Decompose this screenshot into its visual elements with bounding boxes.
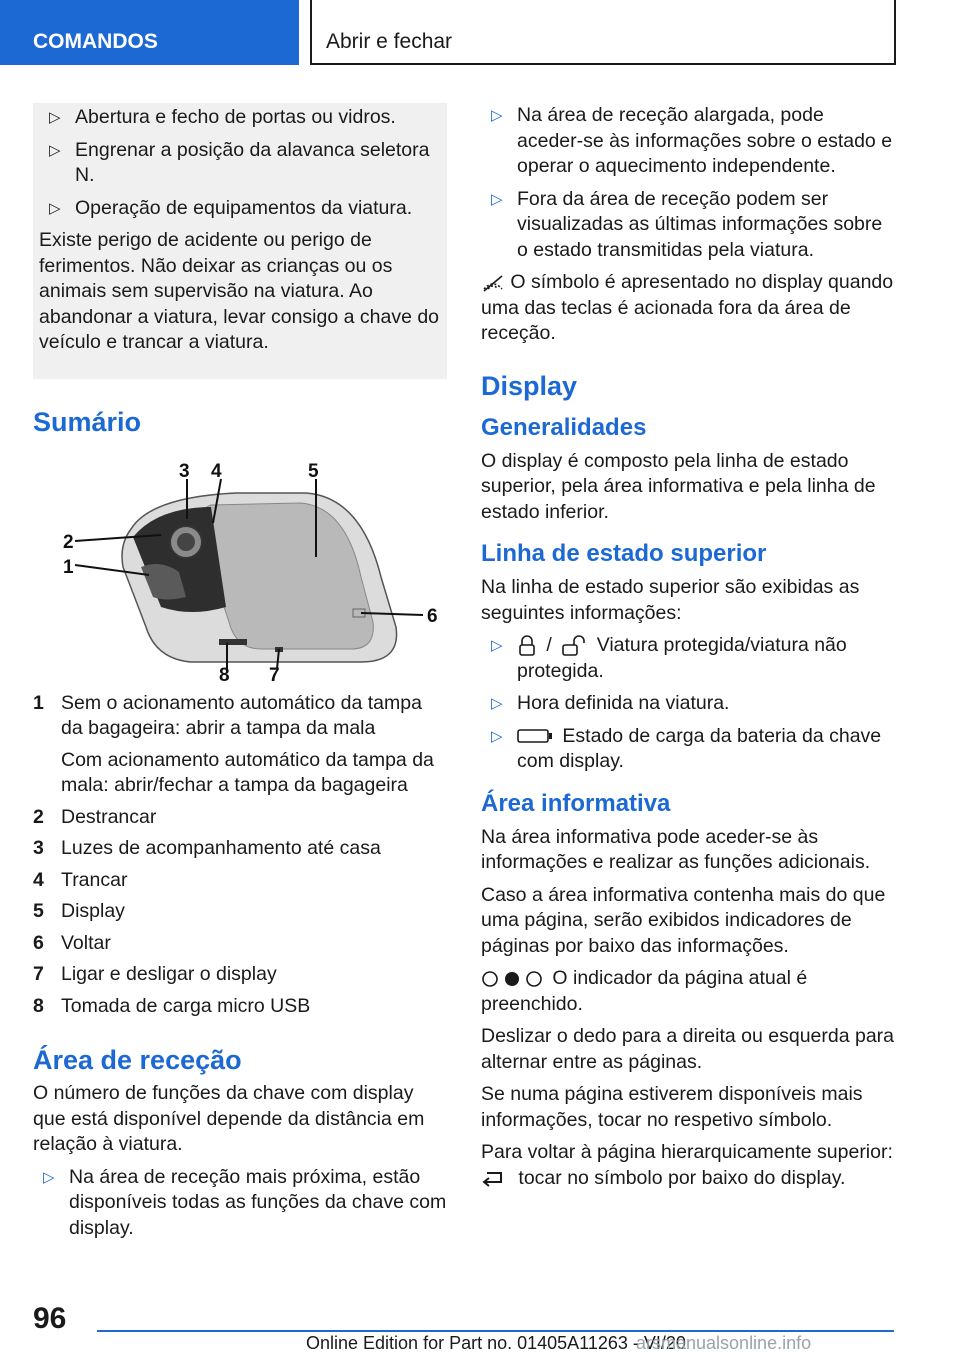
summary-legend (33, 691, 447, 1020)
figure-label: 8 (219, 664, 230, 683)
back-arrow-icon (481, 1168, 507, 1188)
battery-icon (517, 727, 553, 745)
display-heading: Display (481, 370, 578, 401)
legend-row (33, 836, 447, 862)
triangle-bullet-icon: ▷ (491, 190, 503, 208)
info-text-1: Na área informativa pode aceder-se às informações e realizar as funções adicionais. (481, 825, 871, 873)
legend-row (33, 868, 447, 894)
indicator-note-text: O indicador da página atual é preenchido. (481, 967, 808, 1015)
legend-row (33, 899, 447, 925)
status-bullet (481, 633, 895, 684)
back-text: tocar no símbolo por baixo do display. (518, 1166, 846, 1189)
warning-bullet (39, 138, 441, 189)
right-column (481, 103, 895, 1198)
triangle-bullet-icon: ▷ (43, 1168, 55, 1186)
info-area-heading: Área informativa (481, 789, 671, 817)
triangle-bullet-icon: ▷ (491, 637, 503, 654)
reception-bullet (33, 1165, 447, 1242)
warning-bullet-text: Engrenar a posição da alavanca seletora N. (75, 138, 430, 186)
figure-label: 3 (179, 460, 190, 482)
reception-heading: Área de receção (33, 1045, 242, 1075)
section-title: COMANDOS (33, 30, 158, 53)
header-right-border (894, 0, 896, 65)
status-bullet (481, 724, 895, 775)
status-bullet-text: Viatura protegida/viatura não protegida. (517, 634, 847, 682)
footer-edition: Online Edition for Part no. 01405A11263 - VI/20 (306, 1333, 686, 1353)
reception-bullet-text: Na área de receção alargada, pode aceder-se às informações sobre o estado e operar o aquecimento independente. (517, 104, 893, 177)
page-number: 96 (33, 1302, 67, 1335)
legend-text: Tomada de carga micro USB (61, 994, 311, 1017)
legend-text: Destrancar (61, 805, 157, 828)
summary-heading: Sumário (33, 406, 142, 437)
legend-row (33, 691, 447, 799)
footer-watermark: arsmanualsonline.info (636, 1333, 812, 1353)
no-signal-icon (481, 273, 505, 293)
legend-number: 5 (33, 900, 44, 922)
swipe-text: Deslizar o dedo para a direita ou esquerda para alternar entre as páginas. (481, 1025, 895, 1073)
display-key-figure (61, 457, 441, 683)
reception-bullet-text: Fora da área de receção podem ser visualizadas as últimas informações sobre o estado transmitidas pela viatura. (517, 187, 883, 261)
info-text-2: Caso a área informativa contenha mais do que uma página, serão exibidos indicadores de páginas por baixo das informações. (481, 883, 886, 957)
page-indicator-icon (481, 969, 543, 989)
legend-row (33, 962, 447, 988)
figure-label: 7 (269, 664, 280, 683)
legend-number: 4 (33, 868, 44, 891)
legend-number: 7 (33, 963, 44, 985)
warning-text: Existe perigo de acidente ou perigo de ferimentos. Não deixar as crianças ou os animais sem supervisão na viatura. Ao abandonar a viatura, levar consigo a chave do veículo e trancar a viatura. (39, 229, 440, 353)
lock-open-icon (561, 635, 587, 657)
symbol-note-text: O símbolo é apresentado no display quando uma das teclas é acionada fora da área de receção. (481, 271, 894, 344)
reception-bullet (481, 187, 895, 264)
back-note (481, 1166, 895, 1192)
legend-extra-text: Com acionamento automático da tampa da mala: abrir/fechar a tampa da bagageira (61, 748, 434, 796)
out-of-range-note (481, 270, 895, 347)
legend-text: Display (61, 900, 125, 922)
back-text-intro: Para voltar à página hierarquicamente superior: (481, 1141, 893, 1163)
legend-row (33, 931, 447, 957)
triangle-bullet-icon: ▷ (49, 109, 61, 126)
legend-text: Luzes de acompanhamento até casa (61, 837, 381, 859)
section-tab (0, 0, 299, 65)
header-rule (310, 63, 896, 65)
triangle-bullet-icon: ▷ (49, 199, 61, 217)
reception-bullet-text: Na área de receção mais próxima, estão disponíveis todas as funções da chave com display. (69, 1165, 447, 1239)
lock-separator: / (546, 634, 552, 656)
status-bullet-text: Estado de carga da bateria da chave com display. (517, 724, 882, 772)
page-indicator-note (481, 966, 895, 1017)
warning-bullet-text: Operação de equipamentos da viatura. (75, 196, 413, 219)
figure-label: 6 (427, 605, 438, 627)
figure-label: 4 (211, 460, 222, 482)
reception-intro: O número de funções da chave com display que está disponível depende da distância em relação à viatura. (33, 1082, 425, 1155)
reception-bullet (481, 103, 895, 180)
legend-text: Voltar (61, 931, 111, 954)
figure-label: 1 (63, 556, 74, 578)
triangle-bullet-icon: ▷ (491, 727, 503, 745)
triangle-bullet-icon: ▷ (491, 695, 503, 712)
legend-number: 3 (33, 837, 44, 859)
triangle-bullet-icon: ▷ (49, 141, 61, 159)
legend-text: Ligar e desligar o display (61, 963, 277, 985)
footer-rule (97, 1330, 894, 1332)
display-key-illustration (61, 457, 441, 683)
chapter-title: Abrir e fechar (326, 30, 453, 53)
legend-text: Sem o acionamento automático da tampa da bagageira: abrir a tampa da mala (61, 691, 422, 739)
legend-number: 1 (33, 691, 44, 714)
legend-number: 6 (33, 931, 44, 954)
general-text: O display é composto pela linha de estado superior, pela área informativa e pela linha de estado inferior. (481, 449, 876, 523)
legend-number: 8 (33, 994, 44, 1017)
legend-number: 2 (33, 805, 44, 828)
legend-text: Trancar (61, 868, 128, 891)
warning-box (33, 103, 447, 379)
status-bullet (481, 691, 895, 717)
status-bullet-text: Hora definida na viatura. (517, 692, 730, 714)
more-info-text: Se numa página estiverem disponíveis mais informações, tocar no respetivo símbolo. (481, 1083, 863, 1131)
triangle-bullet-icon: ▷ (491, 107, 503, 124)
status-line-intro: Na linha de estado superior são exibidas as seguintes informações: (481, 576, 860, 624)
figure-label: 2 (63, 531, 74, 553)
lock-closed-icon (517, 635, 537, 657)
figure-label: 5 (308, 460, 319, 482)
status-line-heading: Linha de estado superior (481, 540, 767, 567)
warning-bullet (39, 105, 441, 131)
warning-bullet-text: Abertura e fecho de portas ou vidros. (75, 106, 396, 128)
general-heading: Generalidades (481, 413, 647, 441)
legend-row (33, 994, 447, 1020)
left-column (33, 103, 447, 1248)
legend-row (33, 805, 447, 831)
warning-bullet (39, 196, 441, 222)
header-divider (310, 0, 312, 65)
